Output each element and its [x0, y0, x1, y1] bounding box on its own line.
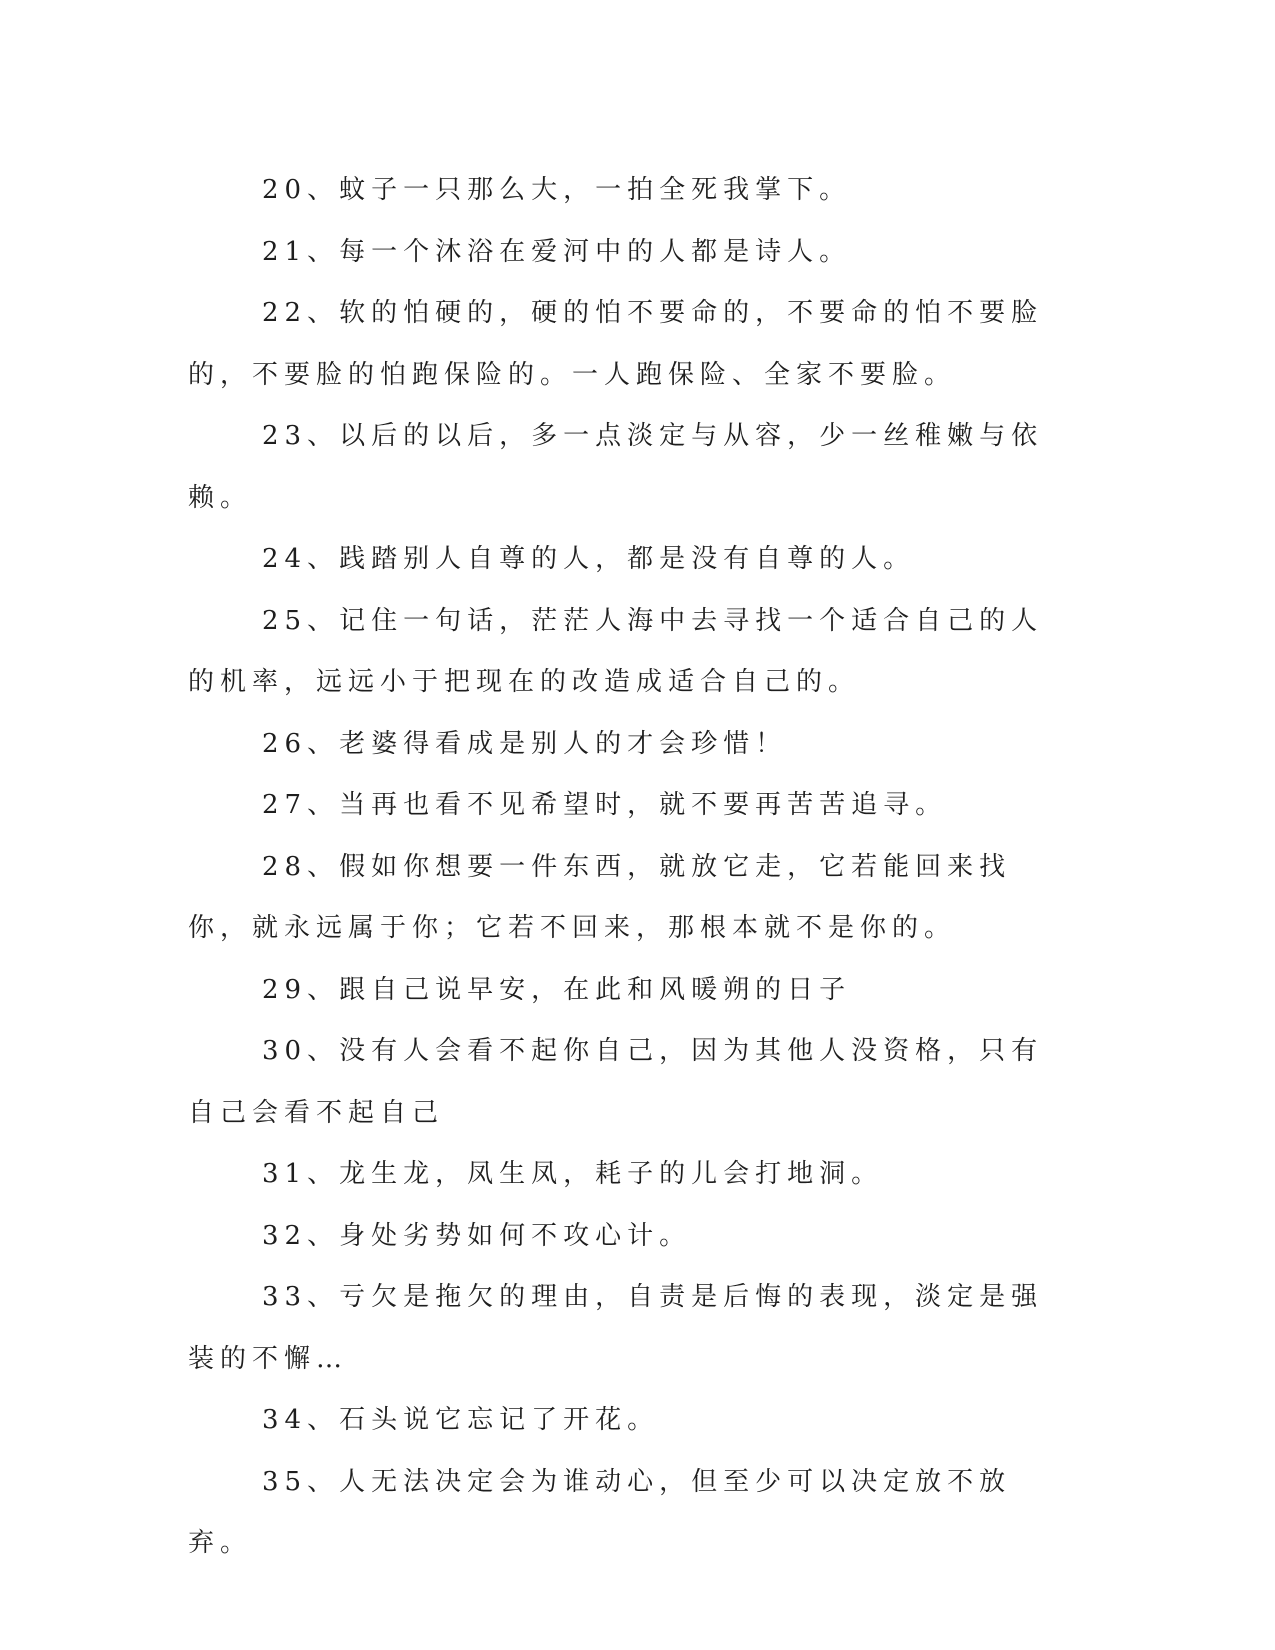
quote-paragraph-20: 20、蚊子一只那么大，一拍全死我掌下。 — [262, 175, 852, 205]
quote-paragraph-24: 24、践踏别人自尊的人，都是没有自尊的人。 — [262, 544, 916, 574]
quote-paragraph-25: 25、记住一句话，茫茫人海中去寻找一个适合自己的人的机率，远远小于把现在的改造成适合自己的。 — [188, 605, 1044, 697]
quote-paragraph-27: 27、当再也看不见希望时，就不要再苦苦追寻。 — [262, 790, 948, 820]
quote-paragraph-33: 33、亏欠是拖欠的理由，自责是后悔的表现，淡定是强装的不懈… — [188, 1282, 1044, 1374]
quote-paragraph-28: 28、假如你想要一件东西，就放它走，它若能回来找你，就永远属于你；它若不回来，那根本就不是你的。 — [188, 851, 1012, 943]
quote-paragraph-21: 21、每一个沐浴在爱河中的人都是诗人。 — [262, 236, 852, 267]
quote-paragraph-31: 31、龙生龙，凤生凤，耗子的儿会打地洞。 — [262, 1159, 884, 1189]
quote-paragraph-32: 32、身处劣势如何不攻心计。 — [262, 1220, 692, 1251]
quote-paragraph-22: 22、软的怕硬的，硬的怕不要命的，不要命的怕不要脸的，不要脸的怕跑保险的。一人跑保险、全家不要脸。 — [188, 298, 1044, 390]
quote-paragraph-26: 26、老婆得看成是别人的才会珍惜！ — [262, 728, 788, 759]
quote-paragraph-34: 34、石头说它忘记了开花。 — [262, 1405, 660, 1435]
quote-paragraph-30: 30、没有人会看不起你自己，因为其他人没资格，只有自己会看不起自己 — [188, 1036, 1044, 1128]
document-body — [188, 160, 1068, 1575]
quote-paragraph-29: 29、跟自己说早安，在此和风暖朔的日子 — [262, 974, 852, 1005]
quote-paragraph-23: 23、以后的以后，多一点淡定与从容，少一丝稚嫩与依赖。 — [188, 421, 1044, 513]
quote-paragraph-35: 35、人无法决定会为谁动心，但至少可以决定放不放弃。 — [188, 1466, 1012, 1558]
